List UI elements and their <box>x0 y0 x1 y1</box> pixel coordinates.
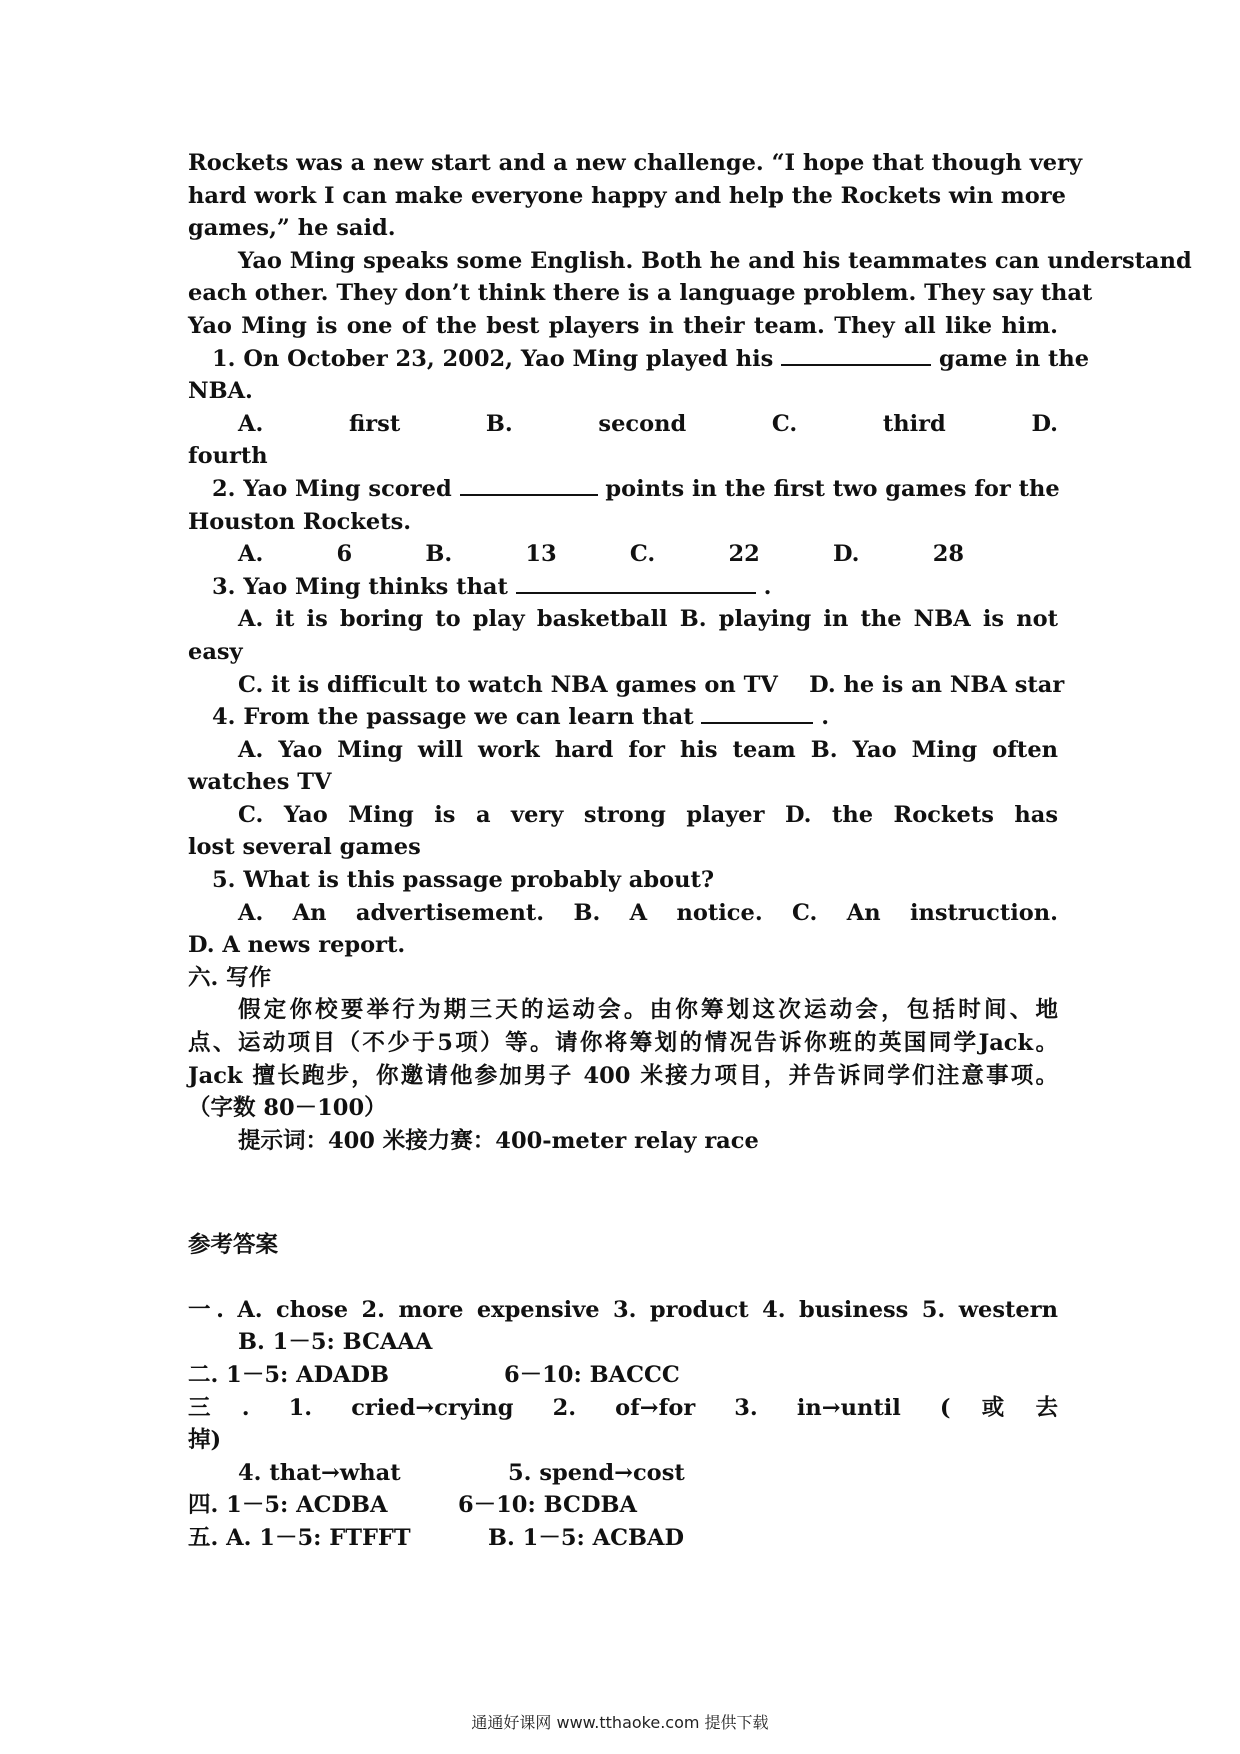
option-b: B. second <box>485 410 687 437</box>
option-a: A. it is boring to play basketball <box>238 606 668 633</box>
question-4: 4. From the passage we can learn that . <box>212 704 830 731</box>
passage-line: Yao Ming is one of the best players in their team. They all like him. <box>188 312 1058 339</box>
option-a: A. An advertisement. <box>238 899 545 926</box>
option-d: D. 28 <box>832 541 965 568</box>
answer-row: B. 1－5: BCAAA <box>238 1329 433 1356</box>
answer-row-continuation: 掉) <box>188 1427 222 1454</box>
option-c: C. An instruction. <box>792 899 1058 926</box>
section-heading: 六. 写作 <box>188 964 272 991</box>
answer-row: 二. 1－5: ADADB 6－10: BACCC <box>188 1361 680 1388</box>
question-1: 1. On October 23, 2002, Yao Ming played his game in the <box>212 345 1090 372</box>
option-continuation: watches TV <box>188 769 332 796</box>
option-continuation: easy <box>188 638 243 665</box>
question-continuation: NBA. <box>188 378 253 405</box>
writing-prompt-line: （字数 80－100） <box>188 1095 387 1122</box>
answer-row: 三. 1. cried→crying 2. of→for 3. in→until (或去 <box>188 1394 1058 1421</box>
answer-row: 五. A. 1－5: FTFFT B. 1－5: ACBAD <box>188 1524 684 1551</box>
passage-line: games,” he said. <box>188 215 396 242</box>
option-c: C. it is difficult to watch NBA games on TV <box>238 671 778 698</box>
option-b: B. Yao Ming often <box>810 736 1058 763</box>
passage-line: each other. They don’t think there is a language problem. They say that <box>188 280 1093 307</box>
option-d: D. A news report. <box>188 932 406 959</box>
option-continuation: fourth <box>188 443 268 470</box>
question-3: 3. Yao Ming thinks that . <box>212 573 772 600</box>
writing-hint: 提示词：400 米接力赛：400-meter relay race <box>238 1127 759 1154</box>
question-4-options-2 <box>188 799 1058 832</box>
option-d: D. he is an NBA star <box>809 671 1065 698</box>
question-3-options-2 <box>188 669 1065 702</box>
question-continuation: Houston Rockets. <box>188 508 412 535</box>
answer-blank <box>516 574 756 594</box>
passage-line: hard work I can make everyone happy and help the Rockets win more <box>188 182 1066 209</box>
option-c: C. 22 <box>629 541 760 568</box>
question-2: 2. Yao Ming scored points in the first two games for the <box>212 475 1060 502</box>
option-c: C. Yao Ming is a very strong player <box>238 801 765 828</box>
option-a: A. 6 <box>238 541 353 568</box>
question-3-options <box>188 603 1058 636</box>
answers-heading: 参考答案 <box>188 1231 279 1258</box>
question-5-options <box>188 897 1058 930</box>
writing-prompt-line: Jack 擅长跑步，你邀请他参加男子 400 米接力项目，并告诉同学们注意事项。 <box>188 1062 1058 1089</box>
passage-line: Yao Ming speaks some English. Both he and his teammates can understand <box>238 247 1192 274</box>
answer-row: 一. A. chose 2. more expensive 3. product 4. business 5. western <box>188 1296 1058 1323</box>
answer-blank <box>701 704 813 724</box>
page-footer: 通通好课网 www.tthaoke.com 提供下载 <box>471 1713 769 1732</box>
passage-line: Rockets was a new start and a new challenge. “I hope that though very <box>188 150 1083 176</box>
question-2-options <box>188 538 964 571</box>
document-body <box>188 147 1192 1555</box>
option-b: B. 13 <box>425 541 557 568</box>
option-b: B. playing in the NBA is not <box>679 606 1058 633</box>
writing-prompt-line: 点、运动项目（不少于5项）等。请你将筹划的情况告诉你班的英国同学Jack。 <box>188 1030 1058 1057</box>
writing-prompt-line: 假定你校要举行为期三天的运动会。由你筹划这次运动会，包括时间、地 <box>238 997 1058 1024</box>
option-c: C. third <box>771 410 946 437</box>
answer-row: 4. that→what 5. spend→cost <box>238 1459 685 1486</box>
answer-row: 四. 1－5: ACDBA 6－10: BCDBA <box>188 1492 637 1519</box>
option-b: B. A notice. <box>573 899 763 926</box>
option-d: D. the Rockets has <box>784 801 1058 828</box>
option-continuation: lost several games <box>188 834 421 861</box>
answer-blank <box>781 346 931 366</box>
answer-blank <box>460 476 598 496</box>
question-5: 5. What is this passage probably about? <box>212 867 715 894</box>
option-a: A. first <box>238 410 401 437</box>
option-a: A. Yao Ming will work hard for his team <box>238 736 796 763</box>
option-d: D. <box>1031 410 1058 437</box>
question-1-options <box>188 408 1058 441</box>
question-4-options <box>188 734 1058 767</box>
